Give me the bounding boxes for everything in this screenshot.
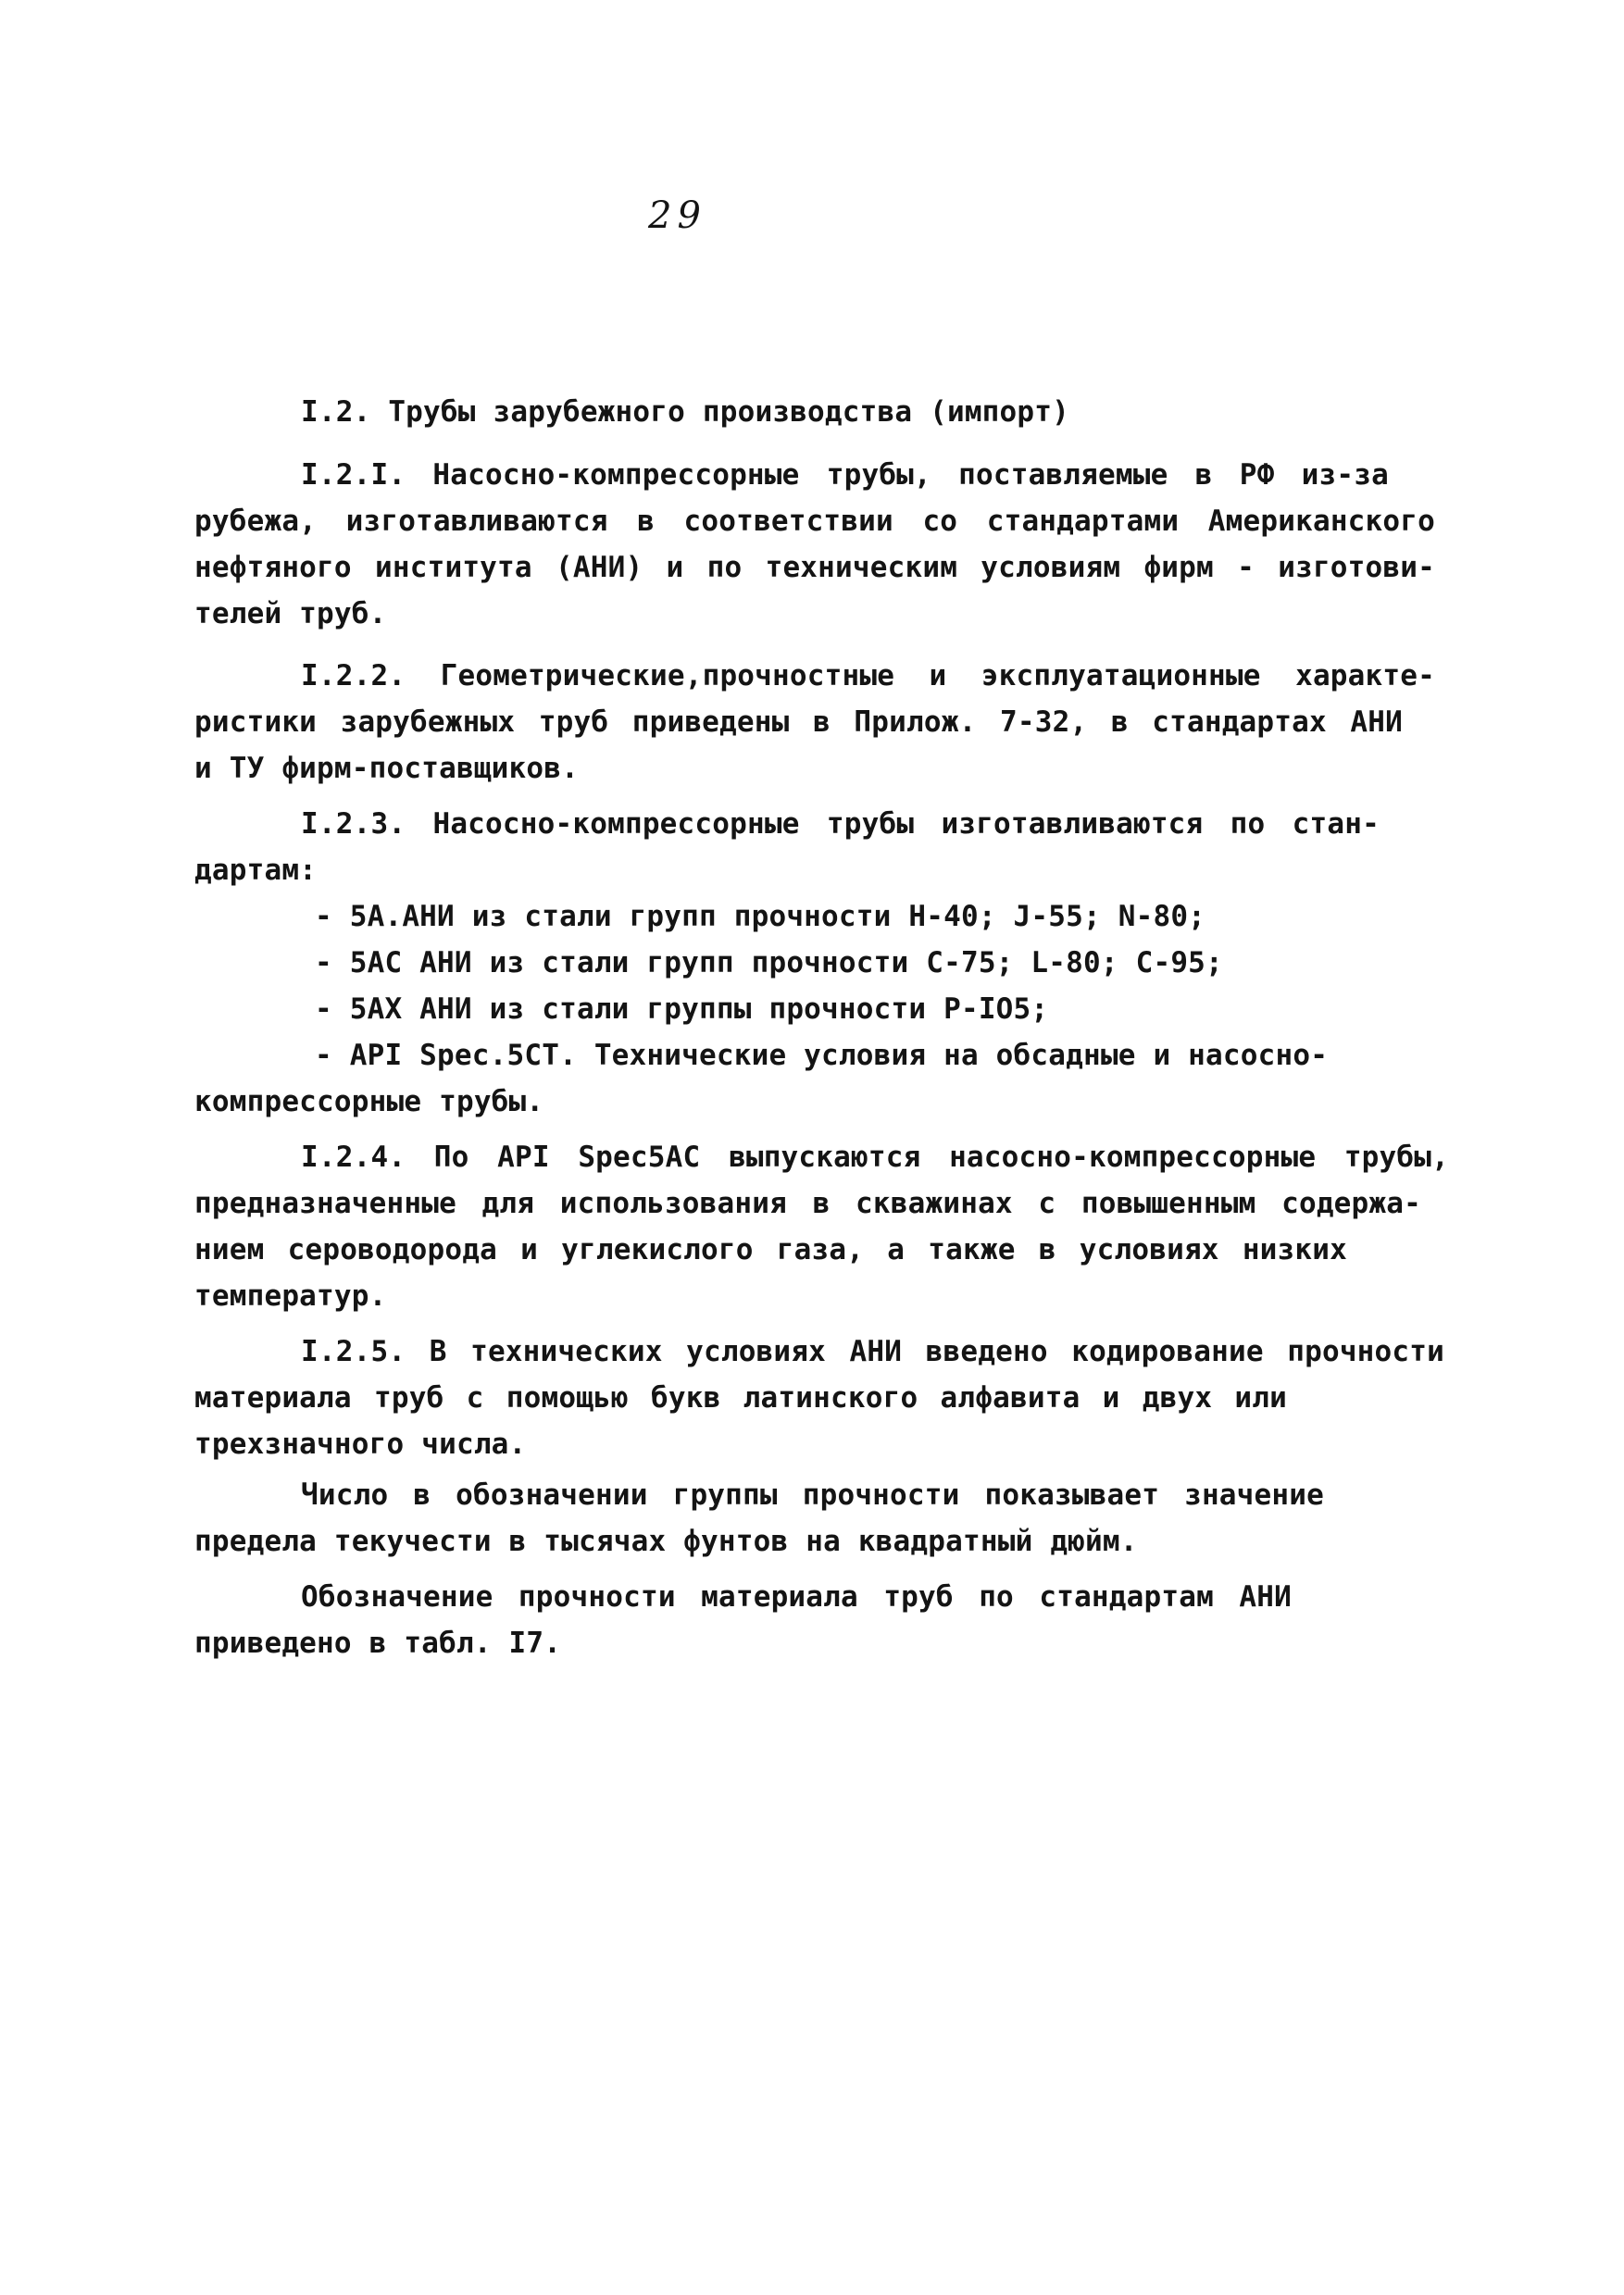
paragraph-4-line-3: нием сероводорода и углекислого газа, а также в условиях низких — [194, 1233, 1347, 1266]
paragraph-2-line-2: ристики зарубежных труб приведены в Прилож. 7-32, в стандартах АНИ — [194, 705, 1403, 739]
list-item-4-continuation: компрессорные трубы. — [194, 1085, 544, 1118]
paragraph-5-line-1: I.2.5. В технических условиях АНИ введено кодирование прочности — [301, 1335, 1444, 1368]
paragraph-7-line-1: Обозначение прочности материала труб по стандартам АНИ — [301, 1580, 1292, 1614]
paragraph-2-line-3: и ТУ фирм-поставщиков. — [194, 752, 579, 785]
paragraph-3-line-1: I.2.3. Насосно-компрессорные трубы изготавливаются по стан- — [301, 807, 1380, 841]
paragraph-5-line-3: трехзначного числа. — [194, 1428, 527, 1461]
paragraph-7-line-2: приведено в табл. I7. — [194, 1627, 562, 1660]
paragraph-6-line-2: предела текучести в тысячах фунтов на квадратный дюйм. — [194, 1525, 1138, 1558]
list-item-4: - API Spec.5CT. Технические условия на обсадные и насосно- — [315, 1039, 1329, 1072]
section-heading: I.2. Трубы зарубежного производства (импорт) — [301, 395, 1069, 429]
paragraph-4-line-4: температур. — [194, 1279, 387, 1313]
paragraph-5-line-2: материала труб с помощью букв латинского алфавита и двух или — [194, 1381, 1287, 1415]
paragraph-4-line-2: предназначенные для использования в скважинах с повышенным содержа- — [194, 1187, 1421, 1220]
paragraph-6-line-1: Число в обозначении группы прочности показывает значение — [301, 1478, 1324, 1512]
paragraph-3-line-2: дартам: — [194, 854, 318, 887]
page-number: 29 — [648, 194, 706, 237]
list-item-2: - 5АС АНИ из стали групп прочности С-75; L-80; С-95; — [315, 946, 1223, 979]
paragraph-1-line-3: нефтяного института (АНИ) и по техническим условиям фирм - изготови- — [194, 551, 1435, 584]
paragraph-1-line-2: рубежа, изготавливаются в соответствии со стандартами Американского — [194, 505, 1435, 538]
paragraph-4-line-1: I.2.4. По API Spec5AC выпускаются насосно-компрессорные трубы, — [301, 1141, 1449, 1174]
paragraph-2-line-1: I.2.2. Геометрические,прочностные и эксплуатационные характе- — [301, 659, 1435, 692]
paragraph-1-line-4: телей труб. — [194, 597, 387, 630]
list-item-1: - 5А.АНИ из стали групп прочности Н-40; J-55; N-80; — [315, 900, 1206, 933]
list-item-3: - 5АХ АНИ из стали группы прочности Р-IO5; — [315, 992, 1049, 1026]
paragraph-1-line-1: I.2.I. Насосно-компрессорные трубы, поставляемые в РФ из-за — [301, 458, 1389, 492]
